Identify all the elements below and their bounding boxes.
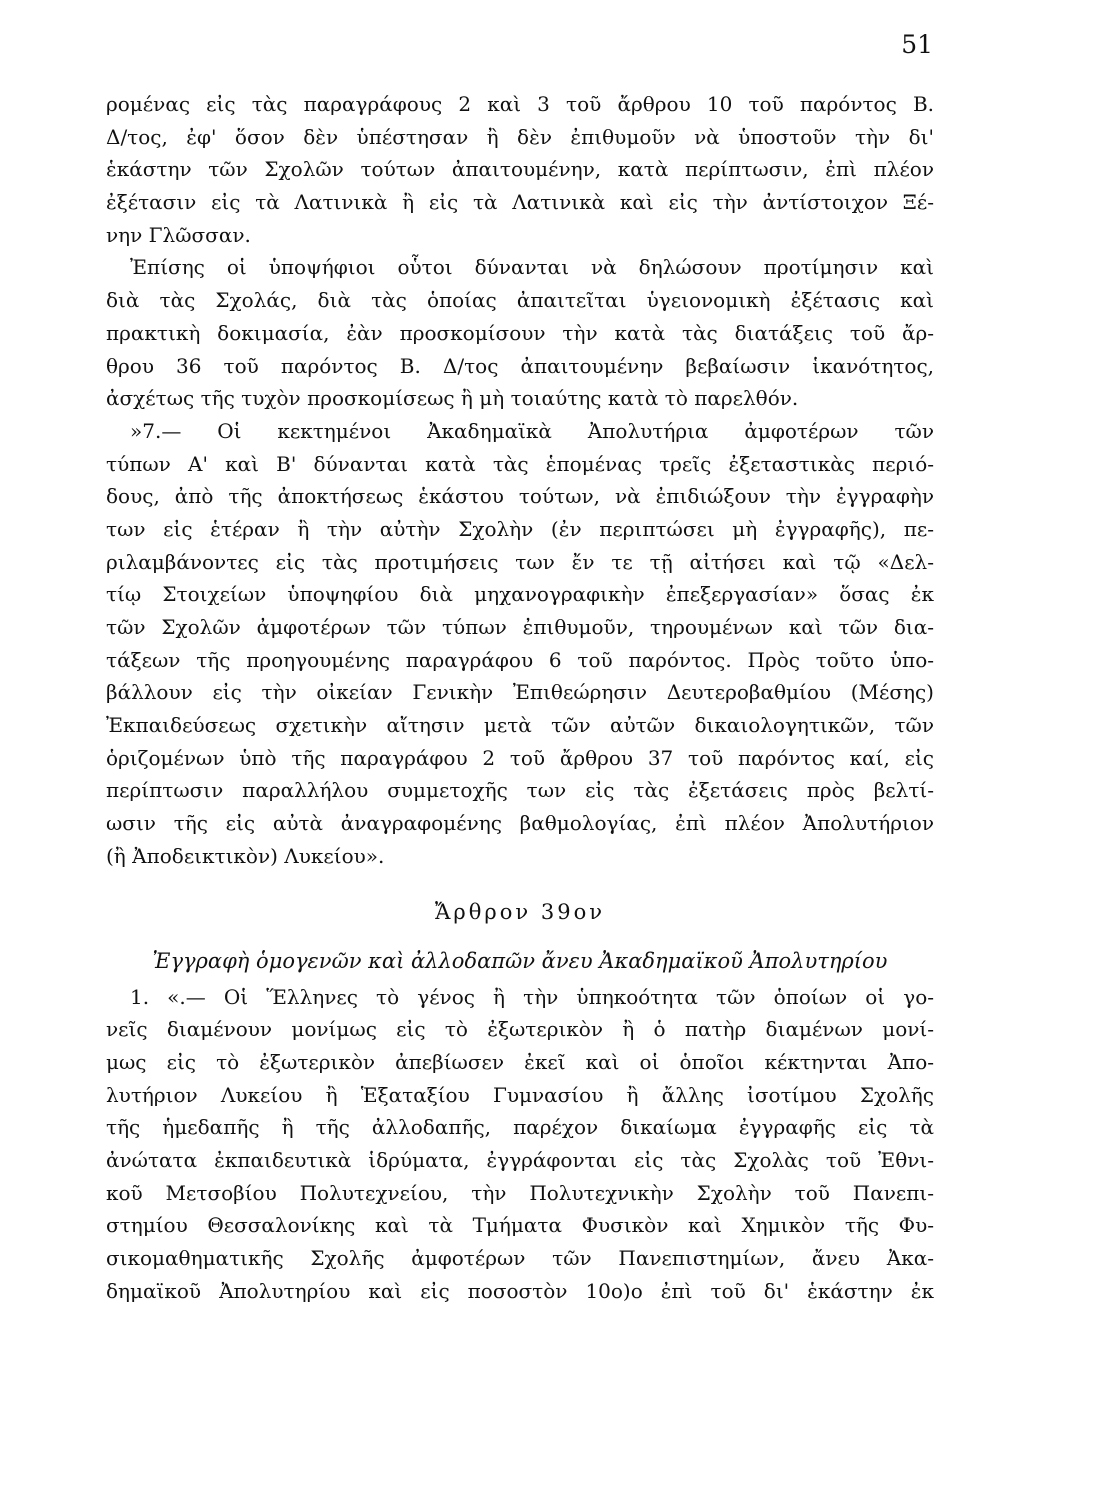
text-line: »7.— Οἱ κεκτημένοι Ἀκαδημαϊκὰ Ἀπολυτήρια ἀμφοτέρων τῶν (130, 418, 934, 443)
page-number: 51 (901, 30, 933, 59)
text-line: Ἐπίσης οἱ ὑποψήφιοι οὗτοι δύνανται νὰ δηλώσουν προτίμησιν καὶ (130, 255, 934, 280)
paragraph-article-39-1 (106, 981, 934, 1308)
text-line: δους, ἀπὸ τῆς ἀποκτήσεως ἑκάστου τούτων, νὰ ἐπιδιώξουν τὴν ἐγγραφὴν (106, 484, 934, 509)
text-line: στημίου Θεσσαλονίκης καὶ τὰ Τμήματα Φυσικὸν καὶ Χημικὸν τῆς Φυ- (106, 1213, 934, 1238)
text-line: ὁριζομένων ὑπὸ τῆς παραγράφου 2 τοῦ ἄρθρου 37 τοῦ παρόντος καί, εἰς (106, 745, 934, 770)
text-line: λυτήριον Λυκείου ἢ Ἑξαταξίου Γυμνασίου ἢ ἄλλης ἰσοτίμου Σχολῆς (106, 1082, 934, 1107)
text-line: ριλαμβάνοντες εἰς τὰς προτιμήσεις των ἔν τε τῇ αἰτήσει καὶ τῷ «Δελ- (106, 549, 934, 574)
text-line: τῆς ἡμεδαπῆς ἢ τῆς ἀλλοδαπῆς, παρέχον δικαίωμα ἐγγραφῆς εἰς τὰ (106, 1115, 934, 1140)
text-line: ωσιν τῆς εἰς αὐτὰ ἀναγραφομένης βαθμολογίας, ἐπὶ πλέον Ἀπολυτήριον (106, 811, 934, 836)
text-line: Ἐκπαιδεύσεως σχετικὴν αἴτησιν μετὰ τῶν αὐτῶν δικαιολογητικῶν, τῶν (106, 713, 934, 738)
text-line: τίῳ Στοιχείων ὑποψηφίου διὰ μηχανογραφικὴν ἐπεξεργασίαν» ὅσας ἐκ (106, 582, 934, 607)
text-line: ἀσχέτως τῆς τυχὸν προσκομίσεως ἢ μὴ τοιαύτης κατὰ τὸ παρελθόν. (106, 386, 799, 411)
text-line: περίπτωσιν παραλλήλου συμμετοχῆς των εἰς τὰς ἐξετάσεις πρὸς βελτί- (106, 778, 934, 803)
text-line: των εἰς ἑτέραν ἢ τὴν αὐτὴν Σχολὴν (ἐν περιπτώσει μὴ ἐγγραφῆς), πε- (106, 516, 934, 541)
paragraph-7 (106, 415, 934, 873)
article-subheading: Ἐγγραφὴ ὁμογενῶν καὶ ἀλλοδαπῶν ἄνευ Ἀκαδημαϊκοῦ Ἀπολυτηρίου (152, 948, 888, 973)
text-line: πρακτικὴ δοκιμασία, ἐὰν προσκομίσουν τὴν κατὰ τὰς διατάξεις τοῦ ἄρ- (106, 320, 934, 345)
text-line: ρομένας εἰς τὰς παραγράφους 2 καὶ 3 τοῦ ἄρθρου 10 τοῦ παρόντος Β. (106, 92, 934, 116)
paragraph-continuation (106, 88, 934, 251)
paragraph-preferences (106, 251, 934, 414)
text-line: ἐξέτασιν εἰς τὰ Λατινικὰ ἢ εἰς τὰ Λατινικὰ καὶ εἰς τὴν ἀντίστοιχον Ξέ- (106, 190, 934, 215)
text-line: τύπων Α' καὶ Β' δύνανται κατὰ τὰς ἑπομένας τρεῖς ἐξεταστικὰς περιό- (106, 451, 934, 476)
text-line: διὰ τὰς Σχολάς, διὰ τὰς ὁποίας ἀπαιτεῖται ὑγειονομικὴ ἐξέτασις καὶ (106, 288, 934, 313)
article-heading: Ἄρθρον 39ον (435, 899, 605, 924)
text-line: (ἢ Ἀποδεικτικὸν) Λυκείου». (106, 843, 385, 868)
document-body (106, 88, 934, 1307)
text-line: ἑκάστην τῶν Σχολῶν τούτων ἀπαιτουμένην, κατὰ περίπτωσιν, ἐπὶ πλέον (106, 157, 934, 182)
text-line: νην Γλῶσσαν. (106, 222, 251, 247)
text-line: τῶν Σχολῶν ἀμφοτέρων τῶν τύπων ἐπιθυμοῦν, τηρουμένων καὶ τῶν δια- (106, 615, 934, 639)
text-line: νεῖς διαμένουν μονίμως εἰς τὸ ἐξωτερικὸν ἢ ὁ πατὴρ διαμένων μονί- (106, 1017, 934, 1042)
text-line: βάλλουν εἰς τὴν οἰκείαν Γενικὴν Ἐπιθεώρησιν Δευτεροβαθμίου (Μέσης) (106, 680, 934, 705)
text-line: ἀνώτατα ἐκπαιδευτικὰ ἱδρύματα, ἐγγράφονται εἰς τὰς Σχολὰς τοῦ Ἐθνι- (106, 1147, 934, 1172)
text-line: θρου 36 τοῦ παρόντος Β. Δ/τος ἀπαιτουμένην βεβαίωσιν ἱκανότητος, (106, 353, 934, 378)
text-line: τάξεων τῆς προηγουμένης παραγράφου 6 τοῦ παρόντος. Πρὸς τοῦτο ὑπο- (106, 647, 934, 672)
text-line: Δ/τος, ἐφ' ὅσον δὲν ὑπέστησαν ἢ δὲν ἐπιθυμοῦν νὰ ὑποστοῦν τὴν δι' (106, 124, 934, 149)
text-line: κοῦ Μετσοβίου Πολυτεχνείου, τὴν Πολυτεχνικὴν Σχολὴν τοῦ Πανεπι- (106, 1180, 934, 1205)
text-line: μως εἰς τὸ ἐξωτερικὸν ἀπεβίωσεν ἐκεῖ καὶ οἱ ὁποῖοι κέκτηνται Ἀπο- (106, 1049, 934, 1074)
text-line: 1. «.— Οἱ Ἕλληνες τὸ γένος ἢ τὴν ὑπηκοότητα τῶν ὁποίων οἱ γο- (130, 984, 934, 1009)
text-line: δημαϊκοῦ Ἀπολυτηρίου καὶ εἰς ποσοστὸν 10ο)ο ἐπὶ τοῦ δι' ἑκάστην ἐκ (106, 1278, 934, 1303)
text-line: σικομαθηματικῆς Σχολῆς ἀμφοτέρων τῶν Πανεπιστημίων, ἄνευ Ἀκα- (106, 1246, 934, 1270)
